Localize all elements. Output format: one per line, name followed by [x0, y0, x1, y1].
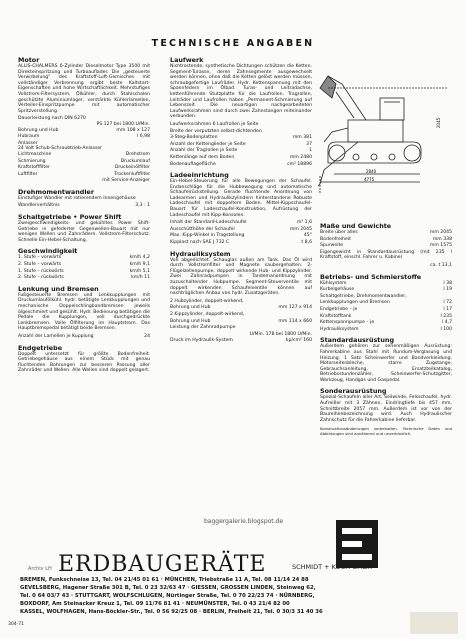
standardausruestung-text: Außerdem gehören zur serienmäßigen Ausrüstung: Fahrerkabine aus Stahl mit Rundum-Verglasung und Heizung. 1 Satz Scheinwerfer und Bandverkleidung. Motorseitenbleche, starre Zugstange, Gebrauchsanleitung, Ersatzteilkatalog, Betriebsstundenzähler, Scheinwerfer-Schutzgitter, Werkzeug, Handgas und Gaspedal.	[320, 344, 452, 383]
section-heading-standardausruestung: Standardausrüstung	[320, 336, 395, 345]
bottom-corner-logo	[410, 612, 458, 634]
address-line: BOXDORF, Am Steinacker Kreuz 1, Tel. 09 11/76 81 41 · NEUMÜNSTER, Tel. 0 43 21/4 82 00	[20, 601, 290, 607]
section-heading-sonderausruestung: Sonderausrüstung	[320, 387, 387, 396]
column-middle	[170, 56, 312, 345]
starter-value: 24 Volt Schub-Schraubtrieb-Anlasser	[18, 146, 103, 152]
spec-row: Bodenauflagefläche cm² 18896	[170, 161, 312, 167]
spec-row: Hydrauliksystem l 100	[320, 326, 452, 332]
dimension-label: 4775	[364, 177, 375, 182]
schaltgetriebe-text: Zweigeschwindigkeits- und gekühltes Power Shift-Getriebe in gefederter Gegenwellen-Bauart mit nur wenigen Wellen und Zahnrädern. Vollstrom-Filterschutz. Schnelle Ein-Hebel-Schaltung.	[18, 221, 150, 243]
spec-row: mit Service-Anzeiger	[102, 178, 150, 184]
spec-row: Endgetriebe – je l 17	[320, 306, 452, 312]
address-line: GEVELSBERG, Hagener Straße 301 B, Tel. 0 23 32/63 47 · GIESSEN, GROSSEN LINDEN, Steinweg 62,	[20, 585, 316, 591]
spec-row: Kraftstofffilter Druckeinölfilter	[18, 165, 150, 171]
weight-value: ca. t 13,1	[430, 262, 452, 268]
lenkung-text: Fußgesteuerte Bremsen und Lenkkupplungen mit Druckumlaufölkühl. hydr. betätigte Lenkkupplungen und mechanische Doppelschlingbandbremsen jeweils ölgeschmiert und gekühlt. Hydr. Bedienung betätigen die Pedale die Kupplungen, voll durchgedrückte Lenkbremsen. Volle Ölfilterung im Hauptstrom. Das Hauptbremspedal betätigt beide Bremsen.	[18, 292, 150, 332]
address-line: KASSEL, WOLFHAGEN, Hans-Böckler-Str., Tel. 0 56 92/25 08 · BERLIN, Freiheit 21, Tel. 0 30/3 31 40 36	[20, 609, 323, 615]
section-heading-motor: Motor	[18, 56, 40, 64]
address-block	[20, 576, 450, 616]
spec-row: Kettenspannpumpe – je l 4,7	[320, 320, 452, 326]
spec-row: 3-Steg-Bodenplatten mm 381	[170, 135, 312, 141]
spec-row: Laufwerksrahmen 6 Laufrollen je Seite	[170, 121, 259, 127]
spec-row: Schmierung Druckumlauf	[18, 158, 150, 164]
column-left	[18, 56, 150, 376]
spec-row: 1. Stufe – vorwärts km/h 4,2	[18, 255, 150, 261]
motor-rating-value: PS 127 bei 1800 U/Min.	[96, 121, 150, 127]
spec-row: 2 Hubzylinder, doppelt-wirkend,	[170, 298, 244, 304]
spec-row: Max. Kipp-Winkel in Tragstellung 45°	[170, 233, 312, 239]
address-line: BREMEN, Funkschneise 13, Tel. 04 21/45 01 61 · MÜNCHEN, Triebstraße 11 A, Tel. 08 11/14 24 88	[20, 577, 309, 583]
spec-row: Bohrung und Hub mm 127 x 914	[170, 305, 312, 311]
loader-side-view-drawing	[318, 58, 456, 196]
endgetriebe-text: Doppelt untersetzt für größte Bodenfreiheit. Getriebegehäuse aus einem Stück mit genau fluchtenden Bohrungen zur besseren Passung aller Zahnräder und Wellen. Alle Wellen sind doppelt gelagert.	[18, 351, 150, 374]
spec-row: Kühlsystem l 38	[320, 280, 452, 286]
spec-row: Wandlerverhältnis 3,3 : 1	[18, 203, 150, 209]
company-logo	[336, 520, 378, 568]
brand-name: ERDBAUGERÄTE	[58, 552, 267, 577]
brand-company: SCHMIDT + KOCH GMBH	[292, 563, 373, 571]
spec-row: Breite über alles mm 2045	[320, 230, 452, 235]
section-heading-lenkung: Lenkung und Bremsen	[18, 284, 99, 293]
spec-row: Anzahl der Lamellen je Kupplung 24	[18, 333, 150, 339]
spec-row: Lenkkupplungen und Bremsen l 72	[320, 300, 452, 306]
spec-row: Anzahl der Tragrollen je Seite 1	[170, 148, 312, 154]
spec-row: 1. Stufe – rückwärts km/h 5,1	[18, 268, 150, 274]
spec-row: Luftfilter Trockenluftfilter	[18, 171, 150, 177]
spec-row: Hubraum l 6,98	[18, 134, 150, 140]
spec-row: Bohrung und Hub mm 114 x 660	[170, 318, 312, 324]
spec-row: 2 Kippzylinder, doppelt-wirkend,	[170, 311, 245, 317]
dimension-label: 2840	[366, 169, 377, 174]
watermark: baggergalerie.blogspot.de	[204, 518, 284, 525]
spec-row: Lichtmaschine Drehstrom	[18, 151, 150, 157]
section-heading-schaltgetriebe: Schaltgetriebe • Power Shift	[18, 213, 122, 222]
sonderausruestung-text: Spezial-Schaufeln aller Art, Seilwinde, Felsschaufel, hydr. Aufreißer mit 3 Zähnen, Eindringtiefe bis 457 mm, Schnittbreite 2057 mm. Außerdem ist vor von der Baureihenbezeichnung wird. Auch Hydraulischer Zahnschutz für die Fahrerkabine lieferbar.	[320, 395, 452, 423]
spec-row: Kurbelgehäuse l 19	[320, 287, 452, 293]
archive-mark: Archiv LH	[28, 566, 52, 572]
starter-label: Anlasser	[18, 140, 38, 146]
spec-row: Bohrung und Hub mm 108 x 127	[18, 127, 150, 133]
hydraulik-text: Voll abgedichtet. Schauglas außen am Tank. Das Öl wird durch Vollstromfilter und Magnete saubergehalten. 2-Flügelzellenpumpe, doppelt wirkende Hub- und Kippzylinder. Zwei Zahnradpumpen in Tandemanordnung mit zuzuschaltender Hubpumpe. Segment-Steuerventile mit doppelt wirkenden Schaufelventile können auf nachträglichen Anbau von hydr. Zusatzgeräten.	[170, 257, 312, 297]
spec-row: Inhalt der Standard-Ladeschaufel m³ 1,6	[170, 220, 312, 226]
spec-row: U/Min. 178 bei 1800 U/Min.	[249, 331, 312, 337]
spec-row: Schaltgetriebe, Drehmomentwandler,	[320, 293, 407, 299]
weight-text: Eigengewicht in Standardausrüstung (mit 235 l Kraftstoff, einschl. Fahrer u. Kabine)	[320, 249, 452, 261]
spec-row: Kipplast nach SAE J 732 C t 8,6	[170, 240, 312, 246]
motor-rating-label: Dauerleistung nach DIN 6270	[18, 116, 86, 122]
spec-row: 2. Stufe – vorwärts km/h 9,1	[18, 262, 150, 268]
section-heading-geschwindigkeit: Geschwindigkeit	[18, 247, 78, 256]
spec-row: Kettenlänge auf dem Boden mm 2480	[170, 154, 312, 160]
spec-row: Ausschütthöhe der Schaufel mm 2045	[170, 226, 312, 232]
dimension-label: 2045	[436, 117, 441, 128]
spec-row: Spurweite mm 1575	[320, 243, 452, 249]
section-heading-ladeeinrichtung: Ladeeinrichtung	[170, 171, 229, 180]
spec-row: Anzahl der Kettenglieder je Seite 37	[170, 141, 312, 147]
spec-row: Bodenfreiheit mm 338	[320, 236, 452, 242]
disclaimer-note: Konstruktionsänderungen vorbehalten. Technische Daten und Abbildungen sind annähernd und unverbindlich.	[320, 426, 452, 437]
column-right	[320, 222, 452, 439]
spec-row: Leistung der Zahnradpumpe	[170, 325, 236, 331]
ladeeinrichtung-text: Ein-Hebel-Steuerung für alle Bewegungen der Schaufel. Endanschläge für die Hubbewegung und automatische Schaufelrückstellung. Gerade fluchtende Anordnung von Ladearmen und Hydraulikzylindern hinterstandene Robuste Ladeschaufel mit doppeltem Boden. Mittel-Kippschaufel-Bauart für Ladeschaufel-Konstruktion, Aufrüstung der Ladeschaufel mit Kipp-Konsolen.	[170, 179, 312, 218]
motor-text: ALLIS-CHALMERS 6-Zylinder Dieselmotor Type 3500 mit Direkteinspritzung und Turboauflader. Die „gesteuerte Verwirbelung“ des Kraftstoff-Luft-Gemisches mit vollständiger Verbrennung ergibt beste Kaltstart-Eigenschaften und hohe Wirtschaftlichkeit. Mehrstufiges Vollstrom-Filtersystem, Ölkühler, durch Stahlschalen geschützte Aluminiumlager, verstärkte Kühlerlamellen, Verteiler-Einspritzpumpe mit automatischer Spritzverstellung.	[18, 64, 150, 114]
spec-row: Druck im Hydraulik-System kp/cm² 160	[170, 338, 312, 344]
section-heading-wandler: Drehmomentwandler	[18, 187, 95, 196]
print-code: 304-71	[8, 622, 24, 627]
wandler-text: Einstufiger Wandler mit rotierendem Innengehäuse	[18, 195, 136, 201]
spec-row: Kraftstofftank l 235	[320, 313, 452, 319]
page-title: TECHNISCHE ANGABEN	[151, 38, 315, 49]
laufwerk-text: Nichtrostende, synthetische Dichtungen schützen die Ketten. Segment-Turasse, deren Zahnsegmente ausgewechselt werden können, ohne daß die Ketten gelöst werden müssen, schraubgefertige Laufräder. Hydr. Kettenspannung mit den Spannfedern im Ölbad. Turas- und Leitradachse, kettenführende Stutzplatte für die Laufrollen. Tragrollen, Leiträder und Laufrollen haben „Permanent-Schmierung auf Lebenszeit. Die neuartigen nachgearbeiteten Laufwerksrahmen sind durch zwei Zahnstangen miteinander verbunden.	[170, 64, 312, 120]
spec-row: Breite der verputzten selbst-dichtenden	[170, 128, 262, 134]
section-heading-laufwerk: Laufwerk	[170, 56, 204, 64]
section-heading-masse: Maße und Gewichte	[320, 222, 392, 230]
section-heading-betriebsstoffe: Betriebs- und Schmierstoffe	[320, 272, 422, 281]
section-heading-endgetriebe: Endgetriebe	[18, 343, 63, 352]
spec-row: 2. Stufe – rückwärts km/h 11	[18, 275, 150, 281]
address-line: Tel. 0 64 03/7 43 · STUTTGART, WOLFSCHLUGEN, Nürtinger Straße, Tel. 0 70 22/23 74 · NÜRNBERG,	[20, 593, 315, 599]
section-heading-hydraulik: Hydrauliksystem	[170, 249, 231, 258]
